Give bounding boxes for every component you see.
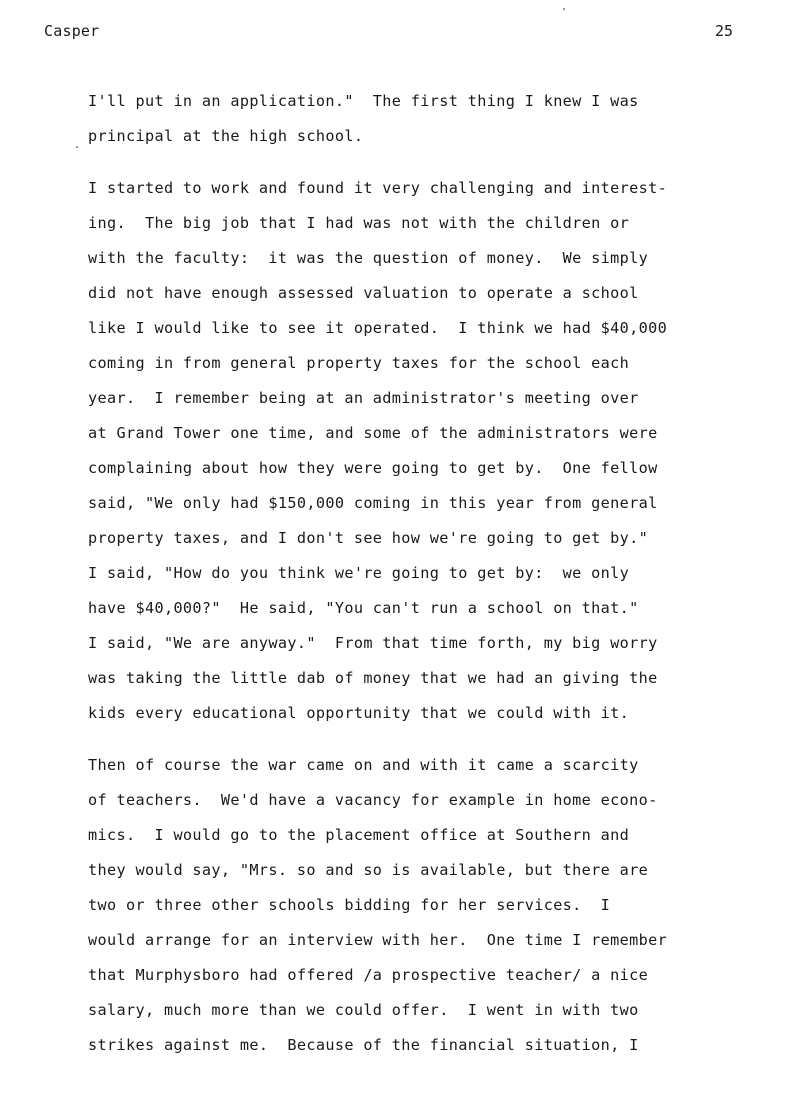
text-line: property taxes, and I don't see how we're going to get by." [88,529,649,547]
scan-speck [76,146,78,148]
text-line: have $40,000?" He said, "You can't run a school on that." [88,599,639,617]
paragraph [88,90,768,160]
text-line: ing. The big job that I had was not with the children or [88,214,630,232]
body-text [88,90,768,1069]
text-line: Then of course the war came on and with it came a scarcity [88,756,639,774]
text-line: I started to work and found it very challenging and interest- [88,179,668,197]
paragraph [88,177,768,737]
text-line: coming in from general property taxes for the school each [88,354,630,372]
text-line: like I would like to see it operated. I think we had $40,000 [88,319,668,337]
paragraph [88,754,768,1069]
scan-speck [563,8,565,10]
text-line: I'll put in an application." The first thing I knew I was [88,92,639,110]
text-line: of teachers. We'd have a vacancy for example in home econo- [88,791,658,809]
text-line: complaining about how they were going to get by. One fellow [88,459,658,477]
text-line: year. I remember being at an administrator's meeting over [88,389,639,407]
text-line: mics. I would go to the placement office at Southern and [88,826,630,844]
text-line: I said, "We are anyway." From that time forth, my big worry [88,634,658,652]
text-line: that Murphysboro had offered /a prospective teacher/ a nice [88,966,649,984]
text-line: did not have enough assessed valuation to operate a school [88,284,639,302]
text-line: principal at the high school. [88,127,364,145]
text-line: said, "We only had $150,000 coming in this year from general [88,494,658,512]
text-line: at Grand Tower one time, and some of the administrators were [88,424,658,442]
text-line: they would say, "Mrs. so and so is available, but there are [88,861,649,879]
text-line: kids every educational opportunity that we could with it. [88,704,630,722]
text-line: was taking the little dab of money that we had an giving the [88,669,658,687]
text-line: strikes against me. Because of the financial situation, I [88,1036,639,1054]
header-name: Casper [44,22,100,40]
text-line: salary, much more than we could offer. I went in with two [88,1001,639,1019]
text-line: would arrange for an interview with her. One time I remember [88,931,668,949]
text-line: I said, "How do you think we're going to get by: we only [88,564,630,582]
page-number: 25 [715,22,734,40]
text-line: with the faculty: it was the question of money. We simply [88,249,649,267]
text-line: two or three other schools bidding for her services. I [88,896,611,914]
